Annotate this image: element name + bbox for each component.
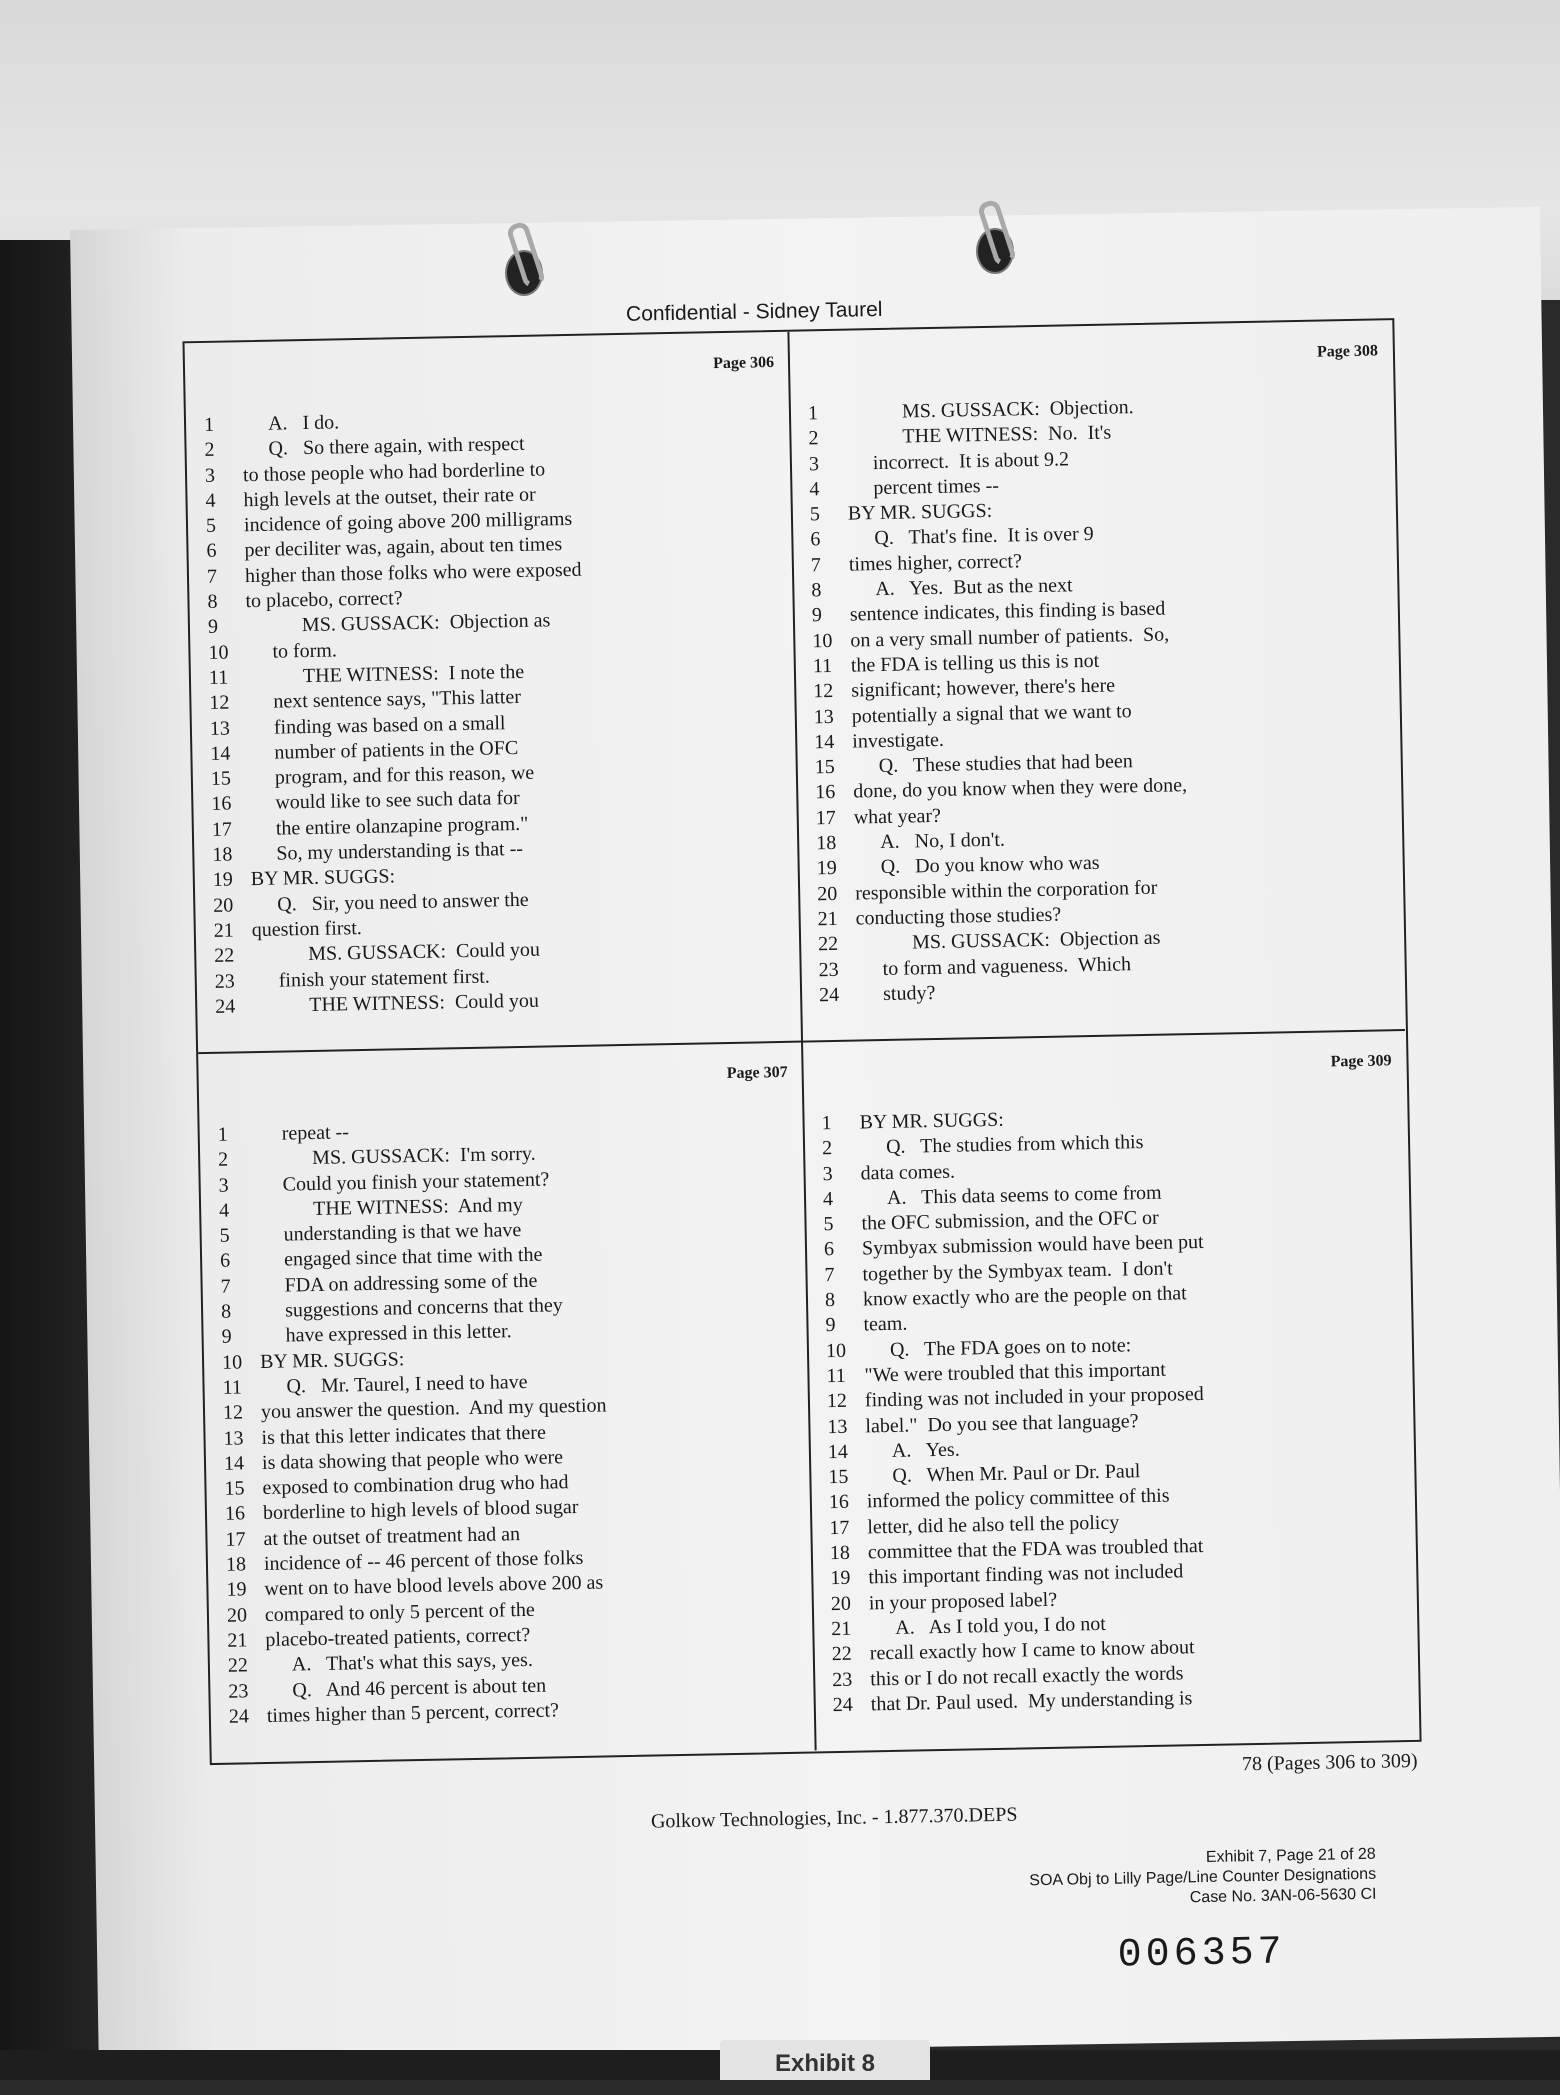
line-text: label." Do you see that language? — [865, 1409, 1139, 1437]
line-number: 4 — [809, 478, 820, 501]
line-number: 3 — [204, 464, 216, 487]
line-number: 12 — [826, 1390, 848, 1413]
line-number: 20 — [816, 882, 838, 905]
line-number: 11 — [812, 654, 833, 678]
line-text: informed the policy committee of this — [866, 1485, 1170, 1513]
line-number: 7 — [824, 1263, 835, 1286]
line-number: 8 — [207, 590, 218, 613]
line-number: 8 — [811, 579, 822, 602]
line-number: 16 — [828, 1491, 850, 1514]
line-text: understanding is that we have — [283, 1219, 522, 1246]
line-text: BY MR. SUGGS: — [859, 1108, 1005, 1134]
line-number: 2 — [821, 1137, 833, 1160]
line-number: 17 — [225, 1528, 246, 1551]
line-number: 19 — [212, 868, 234, 892]
line-number: 14 — [814, 730, 835, 754]
page-title: Confidential - Sidney Taurel — [625, 297, 883, 326]
line-text: the entire olanzapine program." — [275, 812, 529, 840]
line-number: 22 — [214, 944, 235, 968]
line-text: data comes. — [860, 1160, 956, 1185]
line-text: MS. GUSSACK: Objection as — [301, 609, 551, 637]
line-number: 21 — [831, 1617, 852, 1641]
line-number: 24 — [215, 995, 236, 1018]
line-number: 17 — [829, 1516, 850, 1539]
line-number: 4 — [205, 489, 216, 512]
line-number: 11 — [222, 1376, 243, 1399]
line-number: 14 — [827, 1440, 849, 1464]
line-number: 11 — [208, 666, 229, 689]
line-number: 4 — [218, 1199, 230, 1222]
line-text: question first. — [251, 916, 362, 942]
line-text: repeat -- — [281, 1121, 350, 1145]
line-text: finish your statement first. — [278, 965, 491, 992]
line-number: 6 — [810, 528, 821, 551]
line-number: 10 — [208, 641, 229, 664]
footer-company: Golkow Technologies, Inc. - 1.877.370.DEPS — [650, 1803, 1018, 1833]
line-text: went on to have blood levels above 200 as — [264, 1571, 604, 1601]
line-text: study? — [882, 981, 936, 1005]
line-number: 1 — [821, 1112, 832, 1135]
line-text: is that this letter indicates that there — [261, 1421, 547, 1449]
line-number: 2 — [217, 1148, 229, 1172]
transcript-lines — [803, 1100, 1418, 1719]
line-number: 22 — [831, 1642, 853, 1666]
line-text: times higher, correct? — [848, 550, 1023, 576]
line-number: 1 — [203, 413, 215, 436]
line-text: Q. That's fine. It is over 9 — [874, 523, 1094, 550]
transcript-grid — [182, 318, 1421, 1765]
line-text: finding was based on a small — [273, 711, 506, 739]
line-text: letter, did he also tell the policy — [867, 1511, 1120, 1539]
line-number: 24 — [818, 983, 840, 1007]
line-text: program, and for this reason, we — [274, 761, 535, 789]
line-text: this or I do not recall exactly the words — [870, 1661, 1184, 1690]
line-text: that Dr. Paul used. My understanding is — [870, 1687, 1193, 1716]
line-number: 19 — [830, 1567, 851, 1590]
line-number: 9 — [207, 616, 219, 639]
line-text: MS. GUSSACK: I'm sorry. — [311, 1143, 536, 1170]
line-text: THE WITNESS: And my — [312, 1193, 523, 1220]
line-text: Q. These studies that had been — [878, 750, 1133, 778]
line-text: THE WITNESS: No. It's — [902, 421, 1112, 448]
line-number: 8 — [220, 1300, 232, 1323]
line-number: 7 — [220, 1275, 231, 1298]
line-number: 23 — [214, 969, 235, 993]
line-text: exposed to combination drug who had — [262, 1471, 569, 1500]
line-text: have expressed in this letter. — [285, 1320, 512, 1347]
line-number: 7 — [206, 565, 218, 588]
line-text: next sentence says, "This latter — [273, 686, 522, 713]
line-text: higher than those folks who were exposed — [244, 558, 582, 587]
line-text: significant; however, there's here — [851, 674, 1116, 702]
line-text: Symbyax submission would have been put — [861, 1231, 1204, 1260]
line-number: 21 — [817, 907, 838, 931]
line-text: FDA on addressing some of the — [284, 1269, 538, 1297]
line-text: number of patients in the OFC — [274, 736, 519, 764]
line-number: 16 — [815, 781, 836, 804]
line-text: in your proposed label? — [868, 1588, 1058, 1615]
line-number: 12 — [813, 680, 834, 703]
line-number: 9 — [221, 1325, 232, 1349]
line-number: 14 — [210, 742, 231, 765]
line-number: 14 — [223, 1452, 245, 1475]
line-text: responsible within the corporation for — [854, 876, 1158, 905]
line-text: Q. So there again, with respect — [268, 433, 525, 461]
line-number: 9 — [811, 604, 823, 627]
line-text: percent times -- — [873, 474, 1000, 499]
line-text: compared to only 5 percent of the — [264, 1598, 536, 1626]
exhibit-stamp — [896, 1845, 1377, 1914]
line-number: 9 — [825, 1314, 836, 1337]
line-number: 15 — [210, 767, 232, 791]
line-text: Q. Do you know who was — [880, 852, 1100, 879]
line-number: 6 — [219, 1250, 231, 1273]
line-number: 23 — [818, 958, 839, 981]
page-number-label: Page 308 — [1316, 342, 1379, 361]
line-number: 5 — [809, 503, 821, 526]
line-number: 10 — [825, 1339, 847, 1362]
line-number: 23 — [228, 1679, 249, 1703]
line-text: So, my understanding is that -- — [276, 837, 524, 865]
line-number: 21 — [227, 1629, 248, 1652]
line-text: Q. When Mr. Paul or Dr. Paul — [892, 1460, 1141, 1488]
line-text: Q. The studies from which this — [885, 1131, 1144, 1159]
line-text: A. Yes. — [891, 1438, 960, 1462]
line-number: 16 — [211, 792, 232, 816]
line-number: 8 — [824, 1289, 836, 1312]
line-text: recall exactly how I came to know about — [869, 1636, 1195, 1665]
line-number: 6 — [823, 1238, 835, 1261]
line-text: at the outset of treatment had an — [263, 1522, 521, 1550]
line-number: 13 — [209, 717, 231, 740]
line-number: 15 — [814, 756, 835, 779]
line-number: 10 — [221, 1351, 243, 1374]
line-text: engaged since that time with the — [283, 1244, 543, 1272]
line-text: sentence indicates, this finding is based — [849, 597, 1166, 626]
page-number-label: Page 306 — [712, 353, 775, 373]
line-text: Q. The FDA goes on to note: — [889, 1333, 1132, 1361]
line-number: 22 — [227, 1654, 249, 1677]
line-number: 3 — [808, 452, 820, 475]
line-number: 20 — [226, 1603, 248, 1627]
line-number: 5 — [219, 1224, 230, 1247]
line-text: investigate. — [852, 728, 945, 753]
line-number: 17 — [211, 818, 233, 841]
line-number: 15 — [828, 1465, 849, 1489]
line-number: 10 — [812, 629, 833, 652]
line-text: incidence of going above 200 milligrams — [243, 508, 573, 537]
line-text: committee that the FDA was troubled that — [867, 1535, 1204, 1564]
line-text: know exactly who are the people on that — [862, 1282, 1187, 1311]
transcript-page-308 — [788, 320, 1405, 1042]
line-text: MS. GUSSACK: Objection as — [911, 926, 1161, 954]
line-text: to those people who had borderline to — [242, 457, 546, 486]
line-text: what year? — [853, 804, 942, 829]
line-number: 18 — [829, 1541, 851, 1565]
line-number: 23 — [832, 1668, 853, 1691]
line-text: A. I do. — [267, 411, 340, 435]
page-number-label: Page 307 — [726, 1063, 788, 1083]
line-text: high levels at the outset, their rate or — [243, 483, 536, 512]
line-number: 1 — [217, 1123, 228, 1146]
exhibit-tab: Exhibit 8 — [720, 2040, 930, 2080]
line-text: A. Yes. But as the next — [875, 574, 1073, 601]
line-number: 13 — [813, 705, 835, 728]
line-text: borderline to high levels of blood sugar — [262, 1496, 579, 1525]
line-number: 3 — [218, 1174, 229, 1197]
line-text: THE WITNESS: Could you — [309, 989, 540, 1016]
line-number: 6 — [206, 540, 217, 563]
line-text: potentially a signal that we want to — [851, 699, 1132, 728]
transcript-page-306 — [185, 332, 804, 1054]
line-text: THE WITNESS: I note the — [302, 660, 525, 688]
line-number: 13 — [223, 1426, 244, 1450]
transcript-lines — [186, 402, 801, 1021]
line-number: 18 — [816, 831, 837, 855]
line-number: 7 — [810, 553, 822, 577]
line-number: 5 — [205, 514, 217, 538]
line-number: 5 — [823, 1213, 834, 1236]
footer-page-range: 78 (Pages 306 to 309) — [1241, 1749, 1418, 1776]
line-text: on a very small number of patients. So, — [850, 623, 1170, 652]
line-number: 24 — [228, 1705, 250, 1728]
line-text: is data showing that people who were — [261, 1446, 564, 1474]
transcript-page-307 — [198, 1042, 816, 1762]
exhibit-line-2: SOA Obj to Lilly Page/Line Counter Designations — [1029, 1865, 1377, 1890]
line-number: 18 — [225, 1553, 247, 1576]
line-number: 20 — [213, 894, 234, 917]
line-text: incidence of -- 46 percent of those folks — [263, 1546, 584, 1576]
line-text: you answer the question. And my question — [260, 1394, 607, 1424]
line-text: placebo-treated patients, correct? — [265, 1623, 531, 1651]
line-text: MS. GUSSACK: Could you — [308, 938, 541, 966]
line-number: 3 — [822, 1162, 833, 1185]
line-text: Could you finish your statement? — [282, 1168, 550, 1196]
line-number: 13 — [827, 1415, 848, 1438]
line-text: suggestions and concerns that they — [284, 1294, 563, 1322]
line-number: 24 — [832, 1693, 853, 1716]
line-text: MS. GUSSACK: Objection. — [901, 396, 1134, 423]
exhibit-line-3: Case No. 3AN-06-5630 CI — [1189, 1885, 1377, 1907]
transcript-page-309 — [802, 1030, 1418, 1750]
line-number: 11 — [826, 1364, 846, 1388]
line-number: 21 — [213, 919, 235, 942]
line-number: 12 — [209, 691, 230, 715]
line-text: "We were troubled that this important — [864, 1358, 1167, 1387]
line-text: A. That's what this says, yes. — [291, 1649, 534, 1676]
line-text: to placebo, correct? — [245, 587, 403, 613]
line-text: A. No, I don't. — [880, 828, 1006, 854]
line-text: BY MR. SUGGS: — [259, 1347, 405, 1373]
line-number: 20 — [830, 1592, 852, 1615]
line-text: together by the Symbyax team. I don't — [862, 1257, 1173, 1286]
line-text: times higher than 5 percent, correct? — [266, 1699, 560, 1727]
line-number: 18 — [212, 843, 233, 866]
line-number: 22 — [817, 933, 839, 956]
line-number: 16 — [224, 1502, 246, 1526]
line-text: this important finding was not included — [868, 1560, 1184, 1589]
line-text: A. As I told you, I do not — [895, 1612, 1107, 1639]
line-text: would like to see such data for — [275, 787, 520, 815]
line-number: 2 — [808, 427, 819, 450]
line-number: 15 — [224, 1477, 245, 1500]
line-text: team. — [863, 1312, 908, 1336]
transcript-lines — [199, 1112, 814, 1731]
exhibit-line-1: Exhibit 7, Page 21 of 28 — [1205, 1845, 1376, 1866]
bates-number: 006357 — [1117, 1930, 1287, 1979]
line-text: done, do you know when they were done, — [853, 774, 1188, 803]
line-text: incorrect. It is about 9.2 — [872, 447, 1070, 474]
line-text: conducting those studies? — [855, 903, 1062, 930]
line-text: finding was not included in your proposed — [864, 1383, 1204, 1412]
line-text: the FDA is telling us this is not — [850, 649, 1100, 677]
transcript-lines — [790, 390, 1405, 1009]
line-number: 19 — [816, 857, 837, 880]
line-number: 1 — [807, 402, 819, 425]
line-number: 4 — [822, 1187, 834, 1211]
line-text: Q. Mr. Taurel, I need to have — [286, 1370, 528, 1398]
line-text: BY MR. SUGGS: — [847, 500, 993, 525]
line-number: 19 — [226, 1578, 247, 1602]
line-text: per deciliter was, again, about ten times — [244, 533, 563, 562]
line-number: 2 — [204, 439, 215, 462]
line-text: A. This data seems to come from — [886, 1181, 1162, 1209]
page-number-label: Page 309 — [1330, 1052, 1392, 1071]
line-text: BY MR. SUGGS: — [250, 865, 396, 891]
line-text: to form. — [272, 639, 338, 663]
line-text: the OFC submission, and the OFC or — [861, 1206, 1159, 1235]
line-number: 12 — [222, 1401, 244, 1425]
line-text: to form and vagueness. Which — [882, 952, 1132, 980]
line-text: Q. Sir, you need to answer the — [277, 888, 529, 916]
line-number: 17 — [815, 806, 836, 830]
line-text: Q. And 46 percent is about ten — [292, 1674, 547, 1702]
